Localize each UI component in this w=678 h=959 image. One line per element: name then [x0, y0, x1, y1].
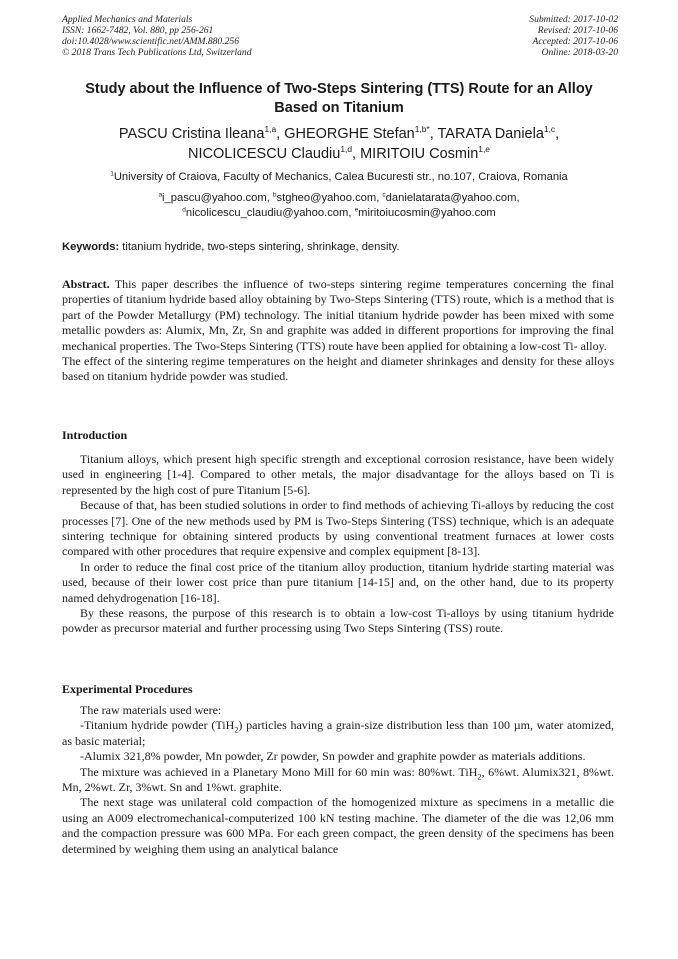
author-affil-marker: 1,b* — [414, 124, 430, 135]
author-separator: , — [276, 126, 285, 142]
paragraph: The raw materials used were: — [80, 703, 222, 717]
date-accepted: Accepted: 2017-10-06 — [532, 36, 618, 47]
publication-dates — [529, 14, 618, 58]
email-link[interactable]: stgheo@yahoo.com — [276, 192, 377, 204]
keywords — [62, 240, 616, 254]
journal-info — [62, 14, 252, 58]
paragraph: By these reasons, the purpose of this research is to obtain a low-cost Ti-alloys by using titanium hydride powder as precursor material and further processing using Two Steps Sintering (TSS) route. — [62, 606, 614, 636]
email-link[interactable]: i_pascu@yahoo.com — [162, 192, 267, 204]
paragraph: In order to reduce the final cost price of the titanium alloy production, titanium hydride starting material was used, because of their lower cost price than pure titanium [14-15] and, on the other hand, due to its property named dehydrogenation [16-18]. — [62, 559, 614, 605]
journal-doi[interactable]: doi:10.4028/www.scientific.net/AMM.880.256 — [62, 36, 240, 47]
date-online: Online: 2018-03-20 — [541, 47, 618, 58]
keywords-text: titanium hydride, two-steps sintering, shrinkage, density. — [119, 241, 400, 253]
author-name: GHEORGHE Stefan — [284, 126, 415, 142]
author-affil-marker: 1,e — [478, 144, 490, 155]
author-separator: , — [429, 126, 438, 142]
email-separator: , — [266, 192, 273, 204]
author-name: TARATA Daniela — [437, 126, 544, 142]
abstract-label: Abstract. — [62, 277, 110, 291]
subscript: 2 — [477, 772, 482, 782]
abstract-text: This paper describes the influence of two-steps sintering regime temperatures concerning the final properties of titanium hydride based alloy obtaining by Two-Steps Sintering (TTS) route, which is a method that is part of the Powder Metallurgy (PM) technology. The initial titanium hydride powder has been mixed with some metallic powders as: Alumix, Mn, Zr, Sn and graphite was added in different proportions for improving the final mechanical properties. The Two-Steps Sintering (TTS) route have been applied for obtaining a low-cost Ti- alloy. — [62, 277, 614, 353]
author-list — [62, 124, 616, 164]
email-marker: c — [382, 191, 386, 199]
section-heading-experimental: Experimental Procedures — [62, 682, 193, 696]
affiliation — [62, 170, 616, 184]
keywords-label: Keywords: — [62, 241, 120, 253]
email-marker: b — [272, 191, 277, 199]
paragraph: Titanium alloys, which present high specific strength and exceptional corrosion resistance, have been widely used in engineering [1-4]. Compared to other metals, the major disadvantage for the alloys based on Ti is represented by the high cost of pure Titanium [5-6]. — [62, 452, 614, 497]
text-run: , 6%wt. Alumix321, 8%wt. Mn, 2%wt. Zr, 3%wt. Sn and 1%wt. graphite. — [62, 764, 614, 795]
paper-title: Study about the Influence of Two-Steps Sintering (TTS) Route for an Alloy Based on Titanium — [85, 81, 593, 116]
journal-copyright: © 2018 Trans Tech Publications Ltd, Switzerland — [62, 47, 252, 58]
introduction-body — [62, 452, 614, 637]
author-separator: , — [352, 146, 361, 162]
author-affil-marker: 1,a — [264, 124, 277, 135]
experimental-body — [62, 703, 614, 857]
affiliation-marker: 1 — [110, 170, 114, 178]
date-submitted: Submitted: 2017-10-02 — [529, 14, 618, 25]
author-name: MIRITOIU Cosmin — [360, 146, 479, 162]
email-marker: a — [158, 191, 163, 199]
author-emails — [62, 191, 616, 220]
email-link[interactable]: nicolicescu_claudiu@yahoo.com — [185, 206, 349, 219]
section-heading-introduction: Introduction — [62, 428, 128, 442]
subscript: 2 — [234, 725, 239, 735]
author-name: NICOLICESCU Claudiu — [188, 146, 341, 162]
paragraph — [62, 765, 614, 796]
abstract-paragraph: The effect of the sintering regime temperatures on the height and diameter shrinkages and density for these alloys based on titanium hydride powder was studied. — [62, 354, 614, 384]
author-affil-marker: 1,d — [340, 144, 353, 155]
paragraph: Because of that, has been studied solutions in order to find methods of achieving Ti-alloys by reducing the cost processes [7]. One of the new methods used by PM is Two-Steps Sintering (TSS) technique, which is an adequate sintering technique for obtaining sintered products by using conventional treatment furnaces at lower costs compared with other procedures that require expensive and complex equipment [8-13]. — [62, 498, 614, 559]
text-run: -Titanium hydride powder (TiH — [80, 718, 235, 733]
affiliation-text: University of Craiova, Faculty of Mechanics, Calea Bucuresti str., no.107, Craiova, Romania — [113, 171, 568, 183]
author-separator: , — [555, 126, 560, 142]
email-separator: , — [348, 206, 355, 219]
abstract — [62, 277, 614, 385]
email-separator: , — [516, 192, 520, 204]
email-separator: , — [376, 192, 383, 204]
email-link[interactable]: danielatarata@yahoo.com — [385, 192, 517, 204]
author-affil-marker: 1,c — [543, 124, 556, 135]
author-name: PASCU Cristina Ileana — [118, 126, 265, 142]
abstract-paragraph — [62, 277, 614, 354]
text-run: The mixture was achieved in a Planetary Mono Mill for 60 min was: 80%wt. TiH — [80, 764, 478, 779]
email-link[interactable]: miritoiucosmin@yahoo.com — [358, 206, 496, 219]
date-revised: Revised: 2017-10-06 — [537, 25, 618, 36]
paragraph: -Alumix 321,8% powder, Mn powder, Zr powder, Sn powder and graphite powder as materials additions. — [80, 749, 586, 764]
journal-issn: ISSN: 1662-7482, Vol. 880, pp 256-261 — [62, 25, 214, 36]
paragraph: The next stage was unilateral cold compaction of the homogenized mixture as specimens in a metallic die using an A009 electromechanical-computerized 100 kN testing machine. The diameter of the die was 12,06 mm and the compaction pressure was 600 MPa. For each green compact, the green density of the specimens has been determined by weighing them using an analytical balance — [62, 795, 614, 856]
paragraph — [62, 718, 614, 749]
email-marker: d — [182, 205, 186, 213]
text-run: ) particles having a grain-size distribution less than 100 µm, water atomized, as basic material; — [62, 718, 614, 748]
journal-name: Applied Mechanics and Materials — [62, 14, 193, 25]
email-marker: e — [354, 205, 359, 213]
